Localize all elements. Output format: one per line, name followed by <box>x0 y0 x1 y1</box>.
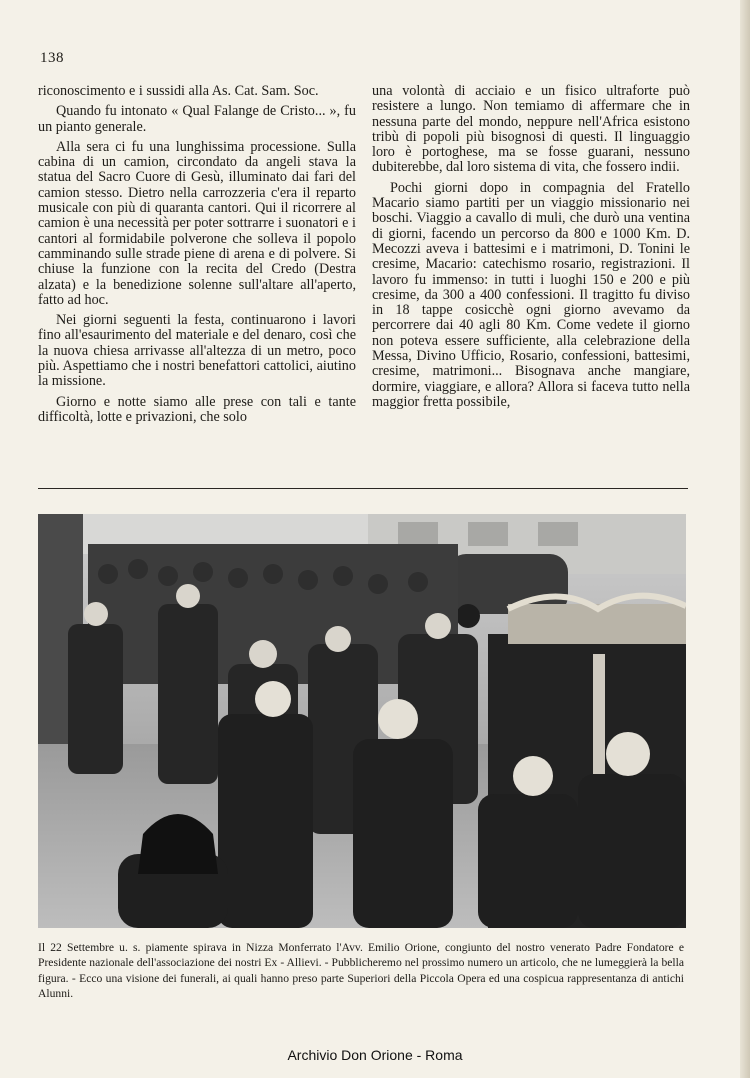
photo-caption: Il 22 Settembre u. s. piamente spirava in Nizza Monferrato l'Avv. Emilio Orione, congiunto del nostro venerato Padre Fondatore e Presidente nazionale dell'associazione dei nostri Ex - Allievi. - Pubblicheremo nel prossimo numero un articolo, che ne lumeggierà la bella figura. - Ecco una visione dei funerali, ai quali hanno preso parte Superiori della Piccola Opera ed una cospicua rappresentanza di antichi Alunni. <box>38 941 684 1001</box>
paragraph: Pochi giorni dopo in compagnia del Fratello Macario siamo partiti per un viaggio missionario nei boschi. Viaggio a cavallo di muli, che durò una ventina di giorni, facendo un percorso da 800 e 1000 Km. D. Mecozzi aveva i battesimi e i matrimoni, D. Tonini le cresime, Macario: catechismo rosario, registrazioni. Il lavoro fu immenso: in tutti i luoghi 150 e 200 e più cresime, da 300 a 400 confessioni. Il tragitto fu diviso in 18 tappe cosicchè ogni giorno avevamo da percorrere dai 40 agli 80 Km. Come vedete il giorno non poteva essere sufficiente, alla celebrazione della Messa, Divino Ufficio, Rosario, confessioni, battesimi, cresime, matrimoni... Bisognava anche mangiare, dormire, viaggiare, e allora? Allora si faceva tutto nella maggior fretta possibile, <box>372 179 690 410</box>
paragraph: Nei giorni seguenti la festa, continuarono i lavori fino all'esaurimento del materiale e del denaro, così che la nuova chiesa arrivasse all'altezza di un metro, poco più. Aspettiamo che i nostri benefattori cattolici, aiutino la missione. <box>38 312 356 390</box>
paragraph: Quando fu intonato « Qual Falange de Cristo... », fu un pianto generale. <box>38 103 356 135</box>
right-column <box>372 84 690 415</box>
left-column <box>38 84 356 430</box>
page-edge <box>740 0 750 1078</box>
paragraph: Giorno e notte siamo alle prese con tali e tante difficoltà, lotte e privazioni, che solo <box>38 393 356 425</box>
paragraph: riconoscimento e i sussidi alla As. Cat. Sam. Soc. <box>38 83 319 99</box>
funeral-photo <box>38 514 686 928</box>
page-number: 138 <box>40 50 64 66</box>
horizontal-divider <box>38 488 688 489</box>
paragraph: una volontà di acciaio e un fisico ultraforte può resistere a lungo. Non temiamo di affermare che in nessuna parte del mondo, neppure nell'Africa esistono tribù di popoli più bisognosi di questi. Il linguaggio loro è portoghese, ma se fosse guarani, nessuno dubiterebbe, dal loro sistema di vita, che fossero indii. <box>372 83 690 176</box>
archive-footer: Archivio Don Orione - Roma <box>287 1047 463 1063</box>
paragraph: Alla sera ci fu una lunghissima processione. Sulla cabina di un camion, circondato da angeli stava la statua del Sacro Cuore di Gesù, illuminato dai fari del camion stesso. Dietro nella carrozzeria c'era il reparto musicale con più di quaranta cantori. Qui il ricorrere al camion è una necessità per poter sottrarre i suonatori e i cantori al formidabile polverone che solleva il popolo camminando sulle strade piene di arena e di polvere. Si chiuse la funzione con la recita del Credo (Destra alzata) e la benedizione solenne sull'altare all'aperto, fatto ad hoc. <box>38 138 356 308</box>
